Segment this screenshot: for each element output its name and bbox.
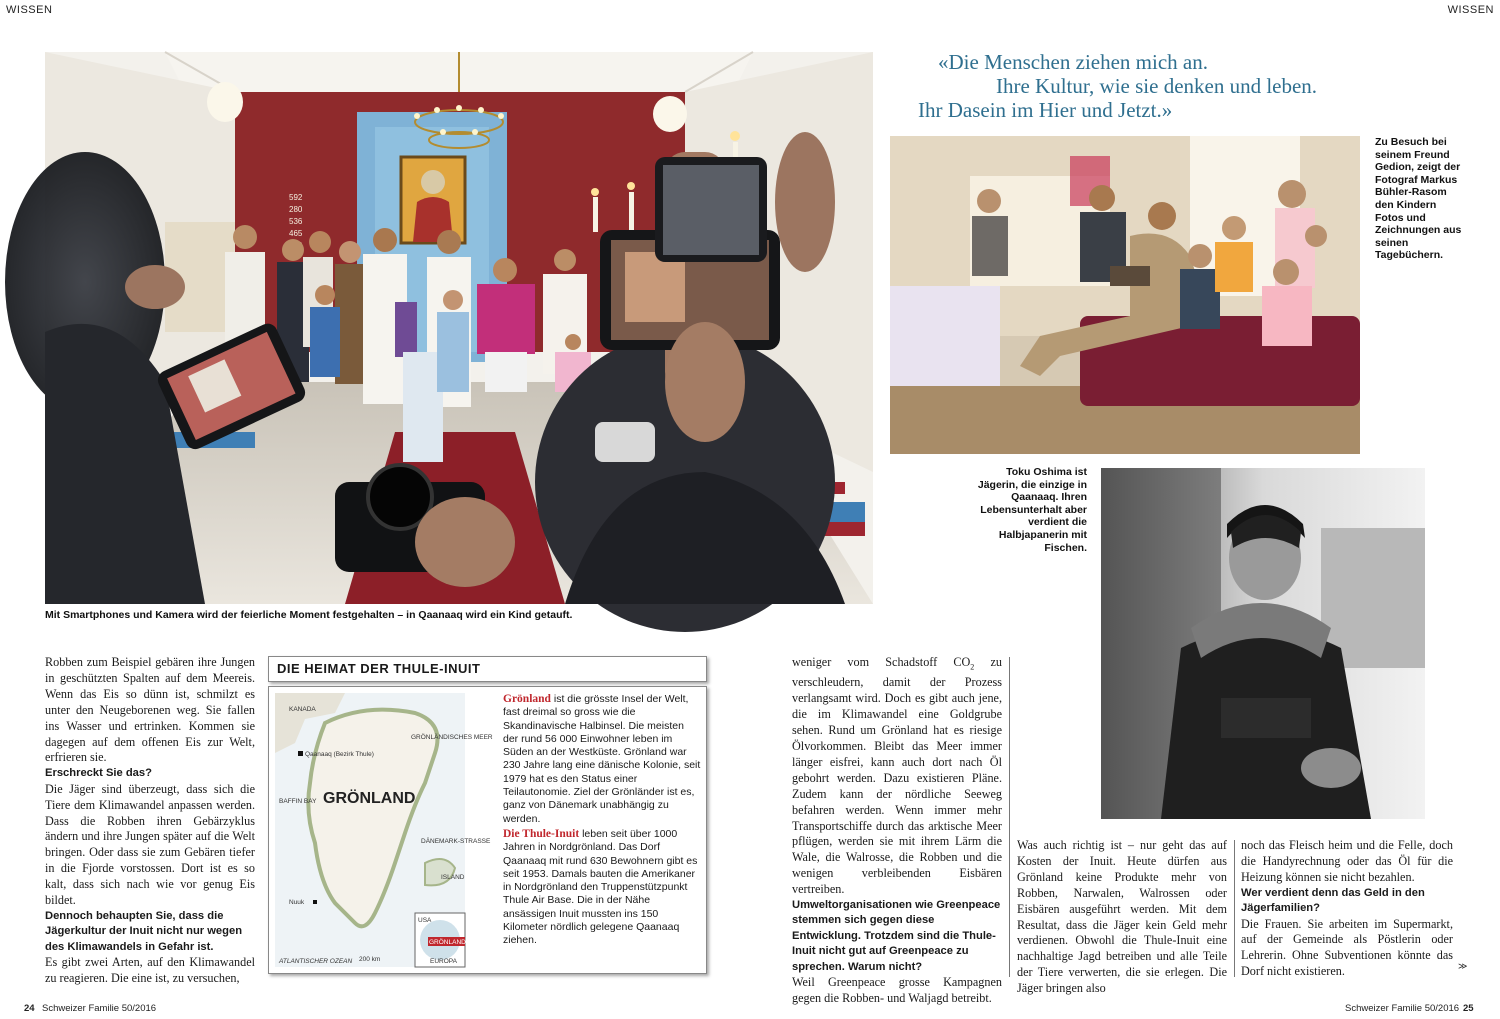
map-label-groenlaendisches-meer: GRÖNLÄNDISCHES MEER <box>411 734 493 741</box>
paragraph: Weil Greenpeace grosse Kampagnen gegen die Robben- und Waljagd betreibt. <box>792 975 1002 1005</box>
hymn-number: 280 <box>289 205 303 214</box>
paragraph: Robben zum Beispiel gebären ihre Jungen in geschützten Spalten auf dem Meereis. Wenn das Eis so dünn ist, schmilzt es unter den Neugeborenen weg. Sie fallen ins Wasser und ertrinken. Kommen sie dagegen auf dem offenen Eis zur Welt, erfrieren sie. <box>45 655 255 765</box>
column-divider <box>1234 840 1235 977</box>
infobox-lead-thule-inuit: Die Thule-Inuit <box>503 827 580 840</box>
interview-question: Erschreckt Sie das? <box>45 767 152 780</box>
infobox-paragraph-2: leben seit über 1000 Jahren in Nordgrönland. Das Dorf Qaanaaq mit rund 630 Bewohnern gibt es seit 1953. Damals bauten die Amerikaner in Nordgrönland den Truppenstützpunkt Thule Air Base. Die in der Nähe ansässigen Inuit mussten ins 150 Kilometer nördlich gelegene Qaanaaq ziehen. <box>503 827 698 947</box>
map-label-kanada: KANADA <box>289 706 316 713</box>
map-label-groenland: GRÖNLAND <box>323 790 416 807</box>
infobox-lead-groenland: Grönland <box>503 693 551 705</box>
text-run: zu verschleudern, damit der Prozess verlangsamt wird. Doch es gibt auch jene, die im Klimawandel eine Goldgrube sehen. Rund um Grönland hat es riesige Ölvorkommen. Bleibt das Meer immer länger eisfrei, kann auch dort nach Öl gebohrt werden. Dazu existieren Pläne. Zudem kann der nördliche Seeweg befahren werden. Wenn immer mehr Transportschiffe durch das arktische Meer pflügen, werden sie mit ihrem Lärm die Wale, die Walrosse, die Robben und die wenigen verbleibenden Eisbären vertreiben. <box>792 655 1002 897</box>
section-label-left: WISSEN <box>6 4 53 16</box>
inset-label-usa: USA <box>418 917 432 924</box>
church-photo-caption: Mit Smartphones und Kamera wird der feierliche Moment festgehalten – in Qaanaaq wird ein Kind getauft. <box>45 609 573 621</box>
hymn-number: 536 <box>289 217 303 226</box>
infobox-paragraph-1: ist die grösste Insel der Welt, fast dreimal so gross wie die Skandinavische Halbinsel. Die meisten der rund 56 000 Einwohner leben im Süden an der Westküste. Grönland war 230 Jahre lang eine dänische Kolonie, seit 1979 hat es den Status einer Teilautonomie. Ziel der Grönländer ist es, ganz von Dänemark unabhängig zu werden. <box>503 693 701 825</box>
paragraph: Die Jäger sind überzeugt, dass sich die Tiere dem Klimawandel anpassen werden. Dass die Robben ihren Gebärzyklus ändern und ihre Jungen später auf die Welt bringen. Oder dass sie zum Gebären tiefer in die Fjorde vorstossen. Dort ist es so kalt, dass sich nach wie vor genug Eis bildet. <box>45 781 255 908</box>
continue-arrow-icon: ≫ <box>1458 961 1468 971</box>
paragraph <box>792 655 1002 898</box>
infobox <box>268 686 707 974</box>
hymn-number: 592 <box>289 193 303 202</box>
map-label-atlantik: ATLANTISCHER OZEAN <box>279 958 353 965</box>
section-label-right: WISSEN <box>1447 4 1494 16</box>
map-label-daenemarkstrasse: DÄNEMARK-STRASSE <box>421 838 491 845</box>
inset-label-groenland: GRÖNLAND <box>429 939 466 946</box>
greenland-map <box>275 693 493 967</box>
page-number-right: 25 <box>1463 1003 1474 1014</box>
infobox-title: DIE HEIMAT DER THULE-INUIT <box>277 661 481 676</box>
article-column-1 <box>45 655 255 987</box>
paragraph: noch das Fleisch heim und die Felle, doch die Handyrechnung oder das Öl für die Heizung können sie nicht bezahlen. <box>1241 838 1453 884</box>
church-baptism-photo <box>45 52 873 604</box>
infobox-text <box>503 693 701 948</box>
publication-right: Schweizer Familie 50/2016 <box>1345 1003 1460 1014</box>
map-label-baffin-bay: BAFFIN BAY <box>279 798 317 805</box>
article-column-4 <box>1017 838 1227 997</box>
subscript: 2 <box>970 662 975 672</box>
qaanaaq-marker <box>298 751 303 756</box>
map-label-island: ISLAND <box>441 874 465 881</box>
map-scale: 200 km <box>359 956 381 963</box>
hunter-portrait-photo <box>1101 468 1425 819</box>
infobox-header <box>268 656 707 682</box>
article-column-5 <box>1241 838 1453 980</box>
family-visit-photo <box>890 136 1360 454</box>
pull-quote-line-3: Ihr Dasein im Hier und Jetzt.» <box>918 98 1173 122</box>
interview-question: Dennoch behaupten Sie, dass die Jägerkultur der Inuit nicht nur wegen des Klimawandels in Gefahr ist. <box>45 910 243 953</box>
article-column-3 <box>792 655 1002 1007</box>
hymn-number: 465 <box>289 229 303 238</box>
pull-quote-line-2: Ihre Kultur, wie sie denken und leben. <box>996 74 1318 98</box>
column-divider <box>1009 657 1010 977</box>
interview-question: Umweltorganisationen wie Greenpeace stemmen sich gegen diese Entwicklung. Trotzdem sind die Thule-Inuit nicht gut auf Greenpeace zu sprechen. Warum nicht? <box>792 899 1001 973</box>
paragraph: Was auch richtig ist – nur geht das auf Kosten der Inuit. Heute dürfen aus Grönland keine Produkte mehr von Robben, Narwalen, Walrossen oder Eisbären ausgeführt werden. Mit dem Resultat, dass die Jäger kein Geld mehr verdienen. Obwohl die Thule-Inuit eine nachhaltige Jagd betreiben und alle Teile der Tiere verwerten, die sie erlegen. Die Jäger bringen also <box>1017 838 1227 996</box>
map-label-nuuk: Nuuk <box>289 899 305 906</box>
map-label-qaanaaq: Qaanaaq (Bezirk Thule) <box>305 751 374 758</box>
interview-question: Wer verdient denn das Geld in den Jägerfamilien? <box>1241 886 1425 915</box>
family-photo-caption: Zu Besuch bei seinem Freund Gedion, zeigt der Fotograf Markus Bühler-Rasom den Kindern Fotos und Zeichnungen aus seinen Tagebüchern. <box>1375 136 1462 262</box>
inset-label-europa: EUROPA <box>430 958 457 965</box>
page-number-left: 24 <box>24 1003 35 1014</box>
nuuk-marker <box>313 900 317 904</box>
paragraph: Es gibt zwei Arten, auf den Klimawandel zu reagieren. Die eine ist, zu versuchen, <box>45 955 255 986</box>
text-run: weniger vom Schadstoff CO <box>792 655 971 669</box>
paragraph: Die Frauen. Sie arbeiten im Supermarkt, auf der Gemeinde als Pöstlerin oder Lehrerin. Ohne Subventionen könnte das Dorf nicht existieren. <box>1241 916 1453 979</box>
pull-quote-line-1: «Die Menschen ziehen mich an. <box>938 50 1208 74</box>
publication-left: Schweizer Familie 50/2016 <box>42 1003 157 1014</box>
portrait-photo-caption: Toku Oshima ist Jägerin, die einzige in Qaanaaq. Ihren Lebensunterhalt aber verdient die Halbjapanerin mit Fischen. <box>977 466 1087 554</box>
